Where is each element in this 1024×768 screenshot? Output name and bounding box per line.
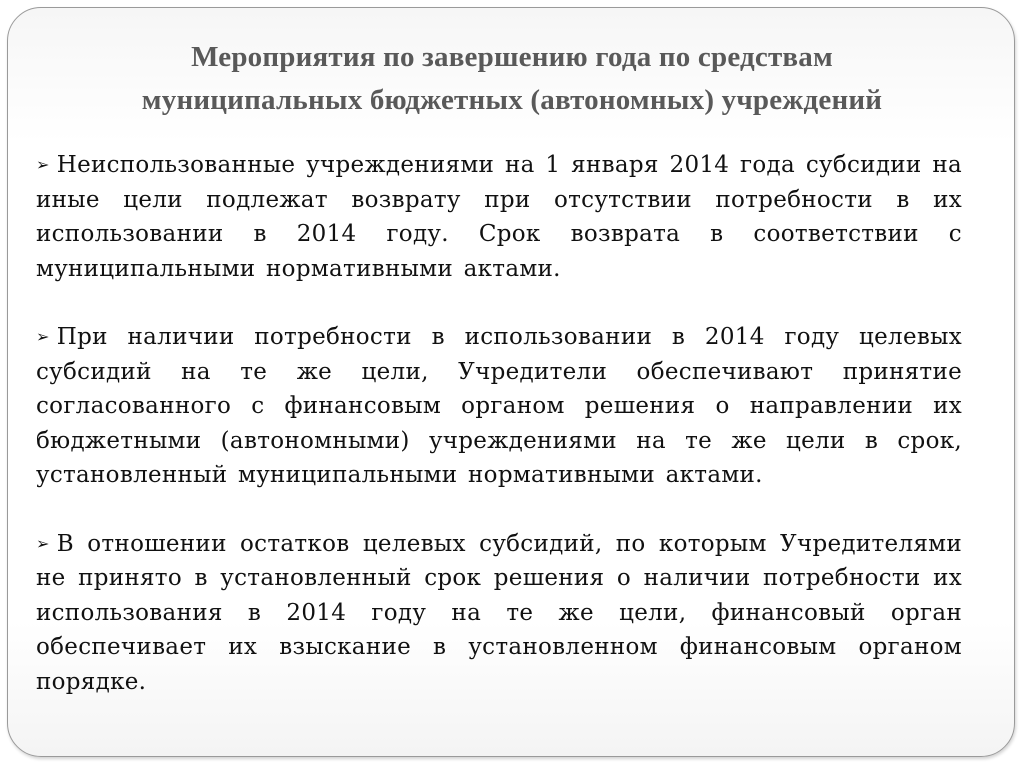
bullet-text-2: При наличии потребности в использовании в 2014 году целевых субсидий на те же цели, Учредители обеспечивают принятие согласованного с финансовым органом решения о направлении их бюджетными (автономными) учреждениями на те же цели в срок, установленный муниципальными нормативными актами. [36,324,962,488]
arrowhead-icon: ➢ [36,533,50,553]
bullet-text-1: Неиспользованные учреждениями на 1 января 2014 года субсидии на иные цели подлежат возврату при отсутствии потребности в их использовании в 2014 году. Срок возврата в соответствии с муниципальными нормативными актами. [36,152,962,282]
bullet-item-2 [36,320,962,493]
bullet-list [36,148,962,699]
title-line-1: Мероприятия по завершению года по средствам [191,41,833,73]
slide-title [40,36,984,122]
bullet-item-1 [36,148,962,286]
title-line-2: муниципальных бюджетных (автономных) учреждений [141,84,883,116]
arrowhead-icon: ➢ [36,327,50,346]
bullet-item-3 [36,527,962,700]
bullet-text-3: В отношении остатков целевых субсидий, по которым Учредителями не принято в установленный срок решения о наличии потребности их использования в 2014 году на те же цели, финансовый орган обеспечивает их взыскание в установленном финансовым органом порядке. [36,530,962,695]
arrowhead-icon: ➢ [36,155,50,174]
